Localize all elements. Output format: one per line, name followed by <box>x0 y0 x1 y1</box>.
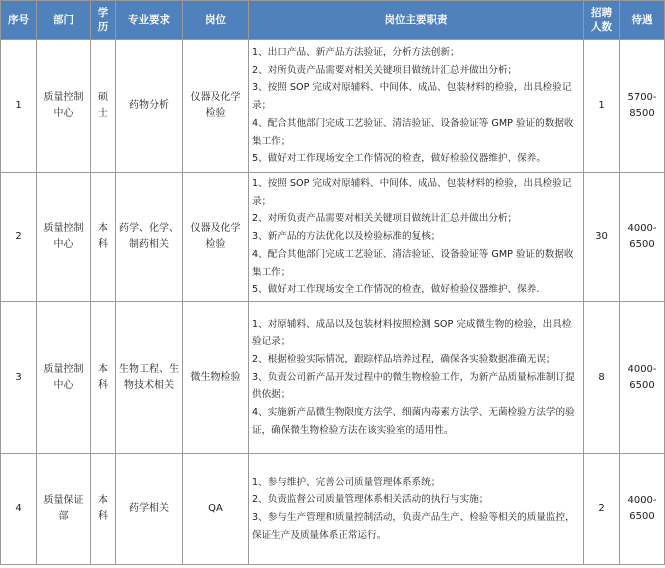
header-salary: 待遇 <box>620 1 665 40</box>
cell-edu: 本科 <box>91 454 116 565</box>
cell-seq: 4 <box>1 454 37 565</box>
cell-count: 8 <box>584 302 620 454</box>
duty-item: 4、实施新产品微生物限度方法学、细菌内毒素方法学、无菌检验方法学的验证，确保微生物检验方法在该实验室的适用性。 <box>252 407 575 436</box>
cell-count: 2 <box>584 454 620 565</box>
duty-item: 1、按照 SOP 完成对原辅料、中间体、成品、包装材料的检验，出具检验记录； <box>252 178 572 207</box>
duty-item: 3、负责公司新产品开发过程中的微生物检验工作，为新产品质量标准制订提供依据； <box>252 371 575 401</box>
duty-item: 3、参与生产管理和质量控制活动，负责产品生产、检验等相关的质量监控，保证生产及质量体系正常运行。 <box>252 512 575 541</box>
duty-item: 4、配合其他部门完成工艺验证、清洁验证、设备验证等 GMP 验证的数据收集工作； <box>252 117 574 147</box>
duty-item: 2、根据检验实际情况，跟踪样品培养过程，确保各实验数据准确无误； <box>252 353 556 365</box>
cell-dept: 质量保证部 <box>37 454 91 565</box>
cell-salary: 4000-6500 <box>620 173 665 302</box>
cell-seq: 1 <box>1 40 37 173</box>
header-edu: 学历 <box>91 1 116 40</box>
cell-dept: 质量控制中心 <box>37 302 91 454</box>
cell-edu: 硕士 <box>91 40 116 173</box>
cell-position: 微生物检验 <box>183 302 249 454</box>
duty-item: 3、按照 SOP 完成对原辅料、中间体、成品、包装材料的检验，出具检验记录； <box>252 82 572 112</box>
cell-major: 药物分析 <box>116 40 183 173</box>
cell-edu: 本科 <box>91 302 116 454</box>
cell-edu: 本科 <box>91 173 116 302</box>
cell-count: 1 <box>584 40 620 173</box>
cell-salary: 4000-6500 <box>620 454 665 565</box>
cell-duties <box>249 302 584 454</box>
header-major: 专业要求 <box>116 1 183 40</box>
cell-duties <box>249 454 584 565</box>
duty-item: 4、配合其他部门完成工艺验证、清洁验证、设备验证等 GMP 验证的数据收集工作； <box>252 248 574 278</box>
table-row <box>1 173 665 302</box>
cell-duties <box>249 40 584 173</box>
cell-dept: 质量控制中心 <box>37 40 91 173</box>
header-duties: 岗位主要职责 <box>249 1 584 40</box>
header-row <box>1 1 665 40</box>
duty-item: 1、对原辅料、成品以及包装材料按照检测 SOP 完成微生物的检验，出具检验记录； <box>252 318 572 348</box>
cell-duties <box>249 173 584 302</box>
duty-item: 2、对所负责产品需要对相关关键项目做统计汇总并做出分析； <box>252 64 518 76</box>
cell-dept: 质量控制中心 <box>37 173 91 302</box>
table-row <box>1 40 665 173</box>
duty-item: 5、做好对工作现场安全工作情况的检查，做好检验仪器维护、保养. <box>252 284 540 296</box>
cell-major: 生物工程、生物技术相关 <box>116 302 183 454</box>
duty-item: 3、新产品的方法优化以及检验标准的复核； <box>252 231 441 243</box>
header-seq: 序号 <box>1 1 37 40</box>
cell-salary: 5700-8500 <box>620 40 665 173</box>
cell-seq: 3 <box>1 302 37 454</box>
duty-item: 1、参与维护、完善公司质量管理体系系统； <box>252 476 441 488</box>
cell-salary: 4000-6500 <box>620 302 665 454</box>
duty-item: 1、出口产品、新产品方法验证，分析方法创新； <box>252 47 460 59</box>
cell-seq: 2 <box>1 173 37 302</box>
cell-position: 仪器及化学检验 <box>183 40 249 173</box>
cell-position: 仪器及化学检验 <box>183 173 249 302</box>
header-count: 招聘人数 <box>584 1 620 40</box>
header-dept: 部门 <box>37 1 91 40</box>
cell-position: QA <box>183 454 249 565</box>
table-row <box>1 302 665 454</box>
duty-item: 5、做好对工作现场安全工作情况的检查，做好检验仪器维护、保养。 <box>252 153 546 165</box>
table-row <box>1 454 665 565</box>
cell-major: 药学相关 <box>116 454 183 565</box>
cell-major: 药学、化学、制药相关 <box>116 173 183 302</box>
duty-item: 2、对所负责产品需要对相关关键项目做统计汇总并做出分析； <box>252 213 518 225</box>
cell-count: 30 <box>584 173 620 302</box>
duty-item: 2、负责监督公司质量管理体系相关活动的执行与实施； <box>252 494 489 506</box>
header-position: 岗位 <box>183 1 249 40</box>
